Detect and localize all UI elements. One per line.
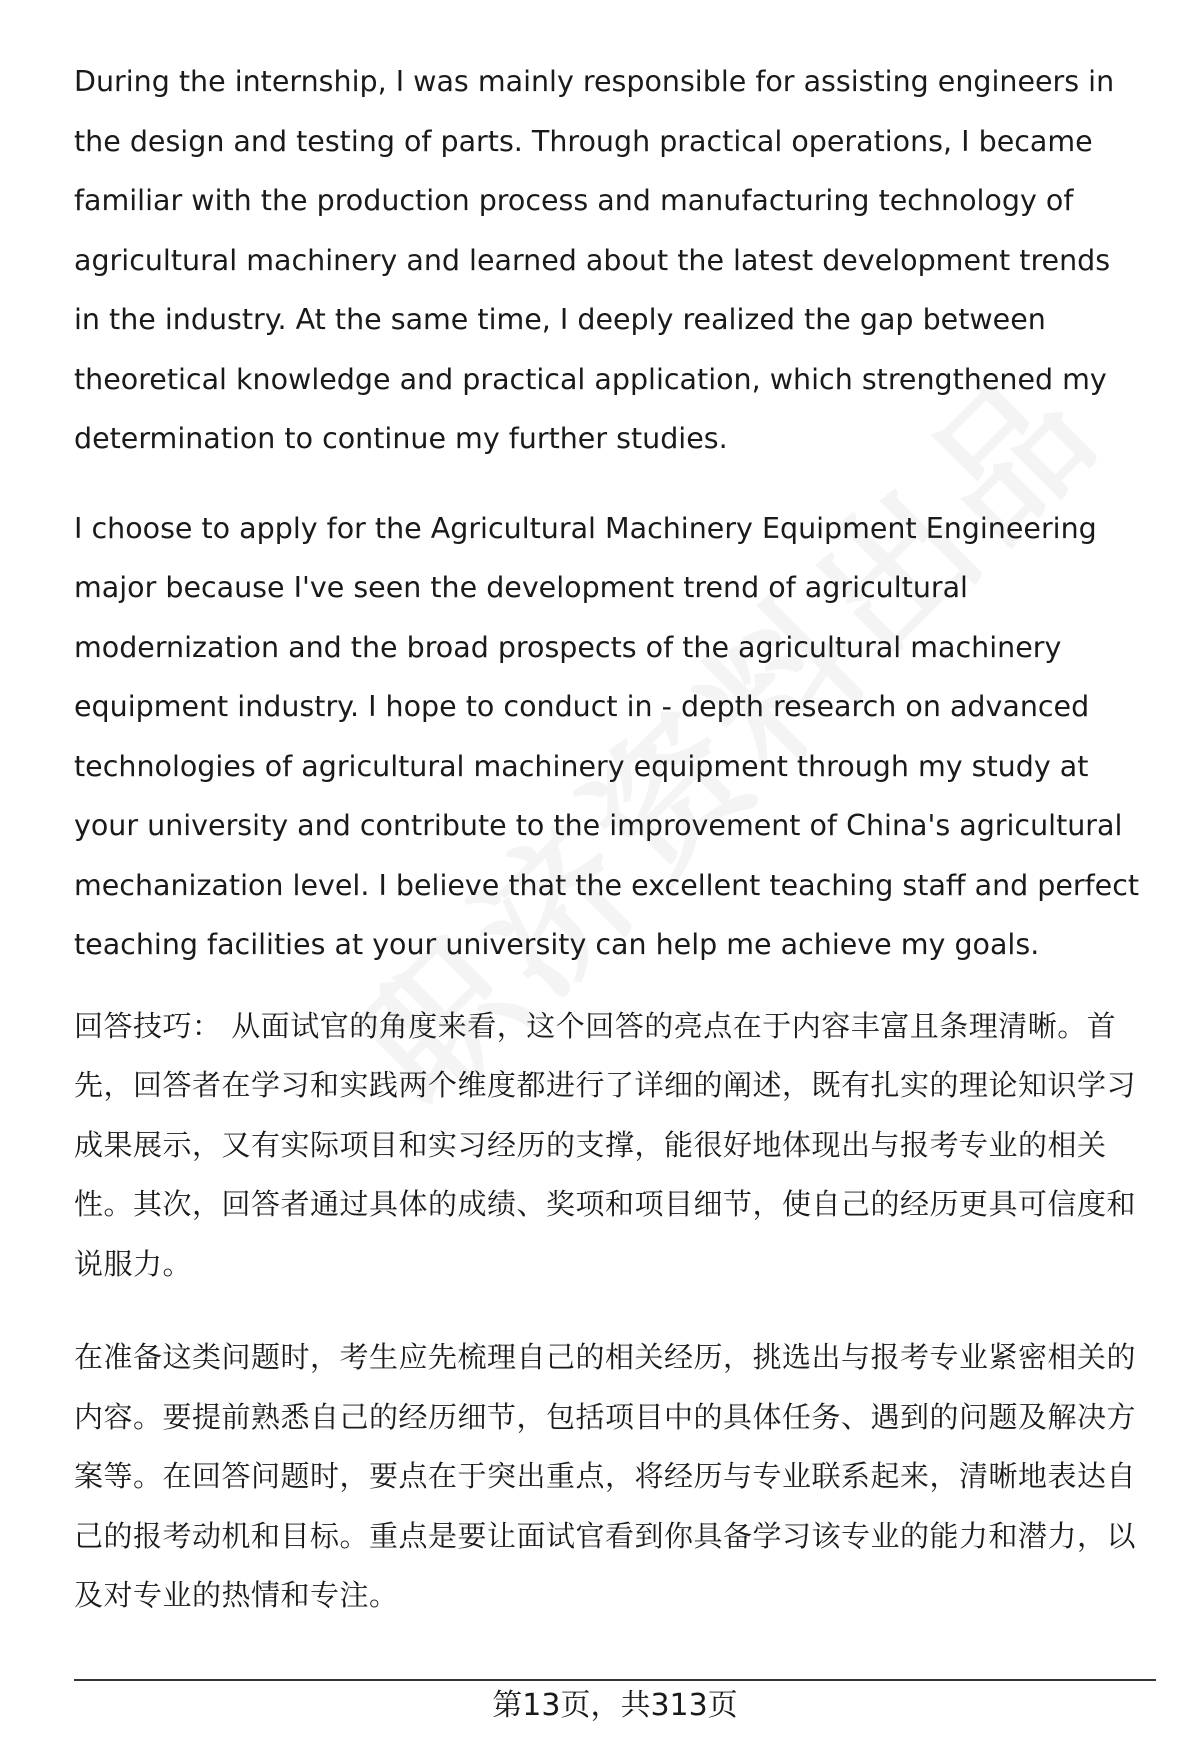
paragraph-motivation: I choose to apply for the Agricultural Machinery Equipment Engineering major because I've seen the development trend of agricultural modernization and the broad prospects of the agricultural machinery equipment industry. I hope to conduct in - depth research on advanced technologies of agricultural machinery equipment through my study at your university and contribute to the improvement of China's agricultural mechanization level. I believe that the excellent teaching staff and perfect teaching facilities at your university can help me achieve my goals. — [74, 511, 1140, 961]
paragraph-internship: During the internship, I was mainly responsible for assisting engineers in the design and testing of parts. Through practical operations, I became familiar with the production process and manufacturing technology of agricultural machinery and learned about the latest development trends in the industry. At the same time, I deeply realized the gap between theoretical knowledge and practical application, which strengthened my determination to continue my further studies. — [74, 65, 1115, 455]
page-number: 第13页，共313页 — [492, 1688, 738, 1723]
footer-divider — [74, 1679, 1156, 1681]
paragraph-preparation: 在准备这类问题时，考生应先梳理自己的相关经历，挑选出与报考专业紧密相关的内容。要提前熟悉自己的经历细节，包括项目中的具体任务、遇到的问题及解决方案等。在回答问题时，要点在于突出重点，将经历与专业联系起来，清晰地表达自己的报考动机和目标。重点是要让面试官看到你具备学习该专业的能力和潜力，以及对专业的热情和专注。 — [74, 1340, 1137, 1612]
page-content — [74, 52, 1144, 1660]
paragraph-answer-tips: 回答技巧： 从面试官的角度来看，这个回答的亮点在于内容丰富且条理清晰。首先，回答者在学习和实践两个维度都进行了详细的阐述，既有扎实的理论知识学习成果展示，又有实际项目和实习经历的支撑，能很好地体现出与报考专业的相关性。其次，回答者通过具体的成绩、奖项和项目细节，使自己的经历更具可信度和说服力。 — [74, 1008, 1137, 1281]
